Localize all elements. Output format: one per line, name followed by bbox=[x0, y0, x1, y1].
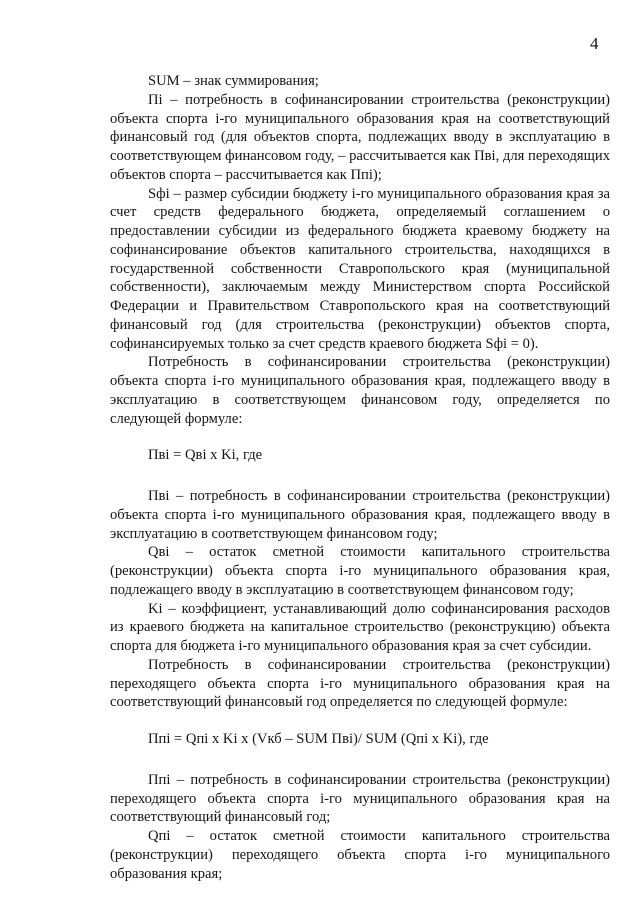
page-number: 4 bbox=[590, 34, 599, 53]
paragraph-need-transitional: Потребность в софинансировании строительства (реконструкции) переходящего объекта спорта i-го муниципального образования края на соответствующий финансовый год определяется по следующей формуле: bbox=[110, 656, 610, 711]
paragraph-q-vi-definition: Qвi – остаток сметной стоимости капитального строительства (реконструкции) объекта спорта i-го муниципального образования края, подлежащего вводу в эксплуатацию в соответствующем финансовом году; bbox=[110, 544, 610, 598]
paragraph-q-pi-definition: Qпi – остаток сметной стоимости капитального строительства (реконструкции) переходящего объекта спорта i-го муниципального образования края; bbox=[110, 828, 610, 882]
paragraph-p-vi-definition: Пвi – потребность в софинансировании строительства (реконструкции) объекта спорта i-го муниципального образования края, подлежащего вводу в эксплуатацию в соответствующем финансовом году; bbox=[110, 488, 610, 542]
paragraph-k-i-definition: Ki – коэффициент, устанавливающий долю софинансирования расходов из краевого бюджета на капитальное строительство (реконструкцию) объекта спорта для бюджета i-го муниципального образования края за счет субсидии. bbox=[110, 600, 610, 654]
paragraph-sum-definition: SUM – знак суммирования; bbox=[148, 73, 319, 89]
paragraph-p-i-definition: Пi – потребность в софинансировании строительства (реконструкции) объекта спорта i-го муниципального образования края на соответствующий финансовый год (для объектов спорта, подлежащих вводу в эксплуатацию в соответствующем финансовом году, – рассчитывается как Пвi, для переходящих объектов спорта – рассчитывается как Ппi); bbox=[110, 91, 610, 183]
paragraph-s-fi-definition: Sфi – размер субсидии бюджету i-го муниципального образования края за счет средств федерального бюджета, определяемый соглашением о предоставлении субсидии из федерального бюджета краевому бюджету на софинансирование объектов капитального строительства, находящихся в государственной собственности Ставропольского края (муниципальной собственности), заключаемым между Министерством спорта Российской Федерации и Правительством Ставропольского края на соответствующий финансовый год (для строительства (реконструкции) объектов спорта, софинансируемых только за счет средств краевого бюджета Sфi = 0). bbox=[110, 185, 610, 352]
formula-transitional: Ппi = Qпi x Ki x (Vкб – SUM Пвi)/ SUM (Qпi x Ki), где bbox=[148, 731, 489, 747]
formula-commissioned: Пвi = Qвi x Ki, где bbox=[148, 447, 263, 464]
document-body bbox=[110, 72, 610, 883]
paragraph-need-commissioned: Потребность в софинансировании строительства (реконструкции) объекта спорта i-го муниципального образования края, подлежащего вводу в эксплуатацию в соответствующем финансовом году, определяется по следующей формуле: bbox=[110, 354, 610, 427]
paragraph-p-pi-definition: Ппi – потребность в софинансировании строительства (реконструкции) переходящего объекта спорта i-го муниципального образования края на соответствующий финансовый год; bbox=[110, 771, 610, 826]
